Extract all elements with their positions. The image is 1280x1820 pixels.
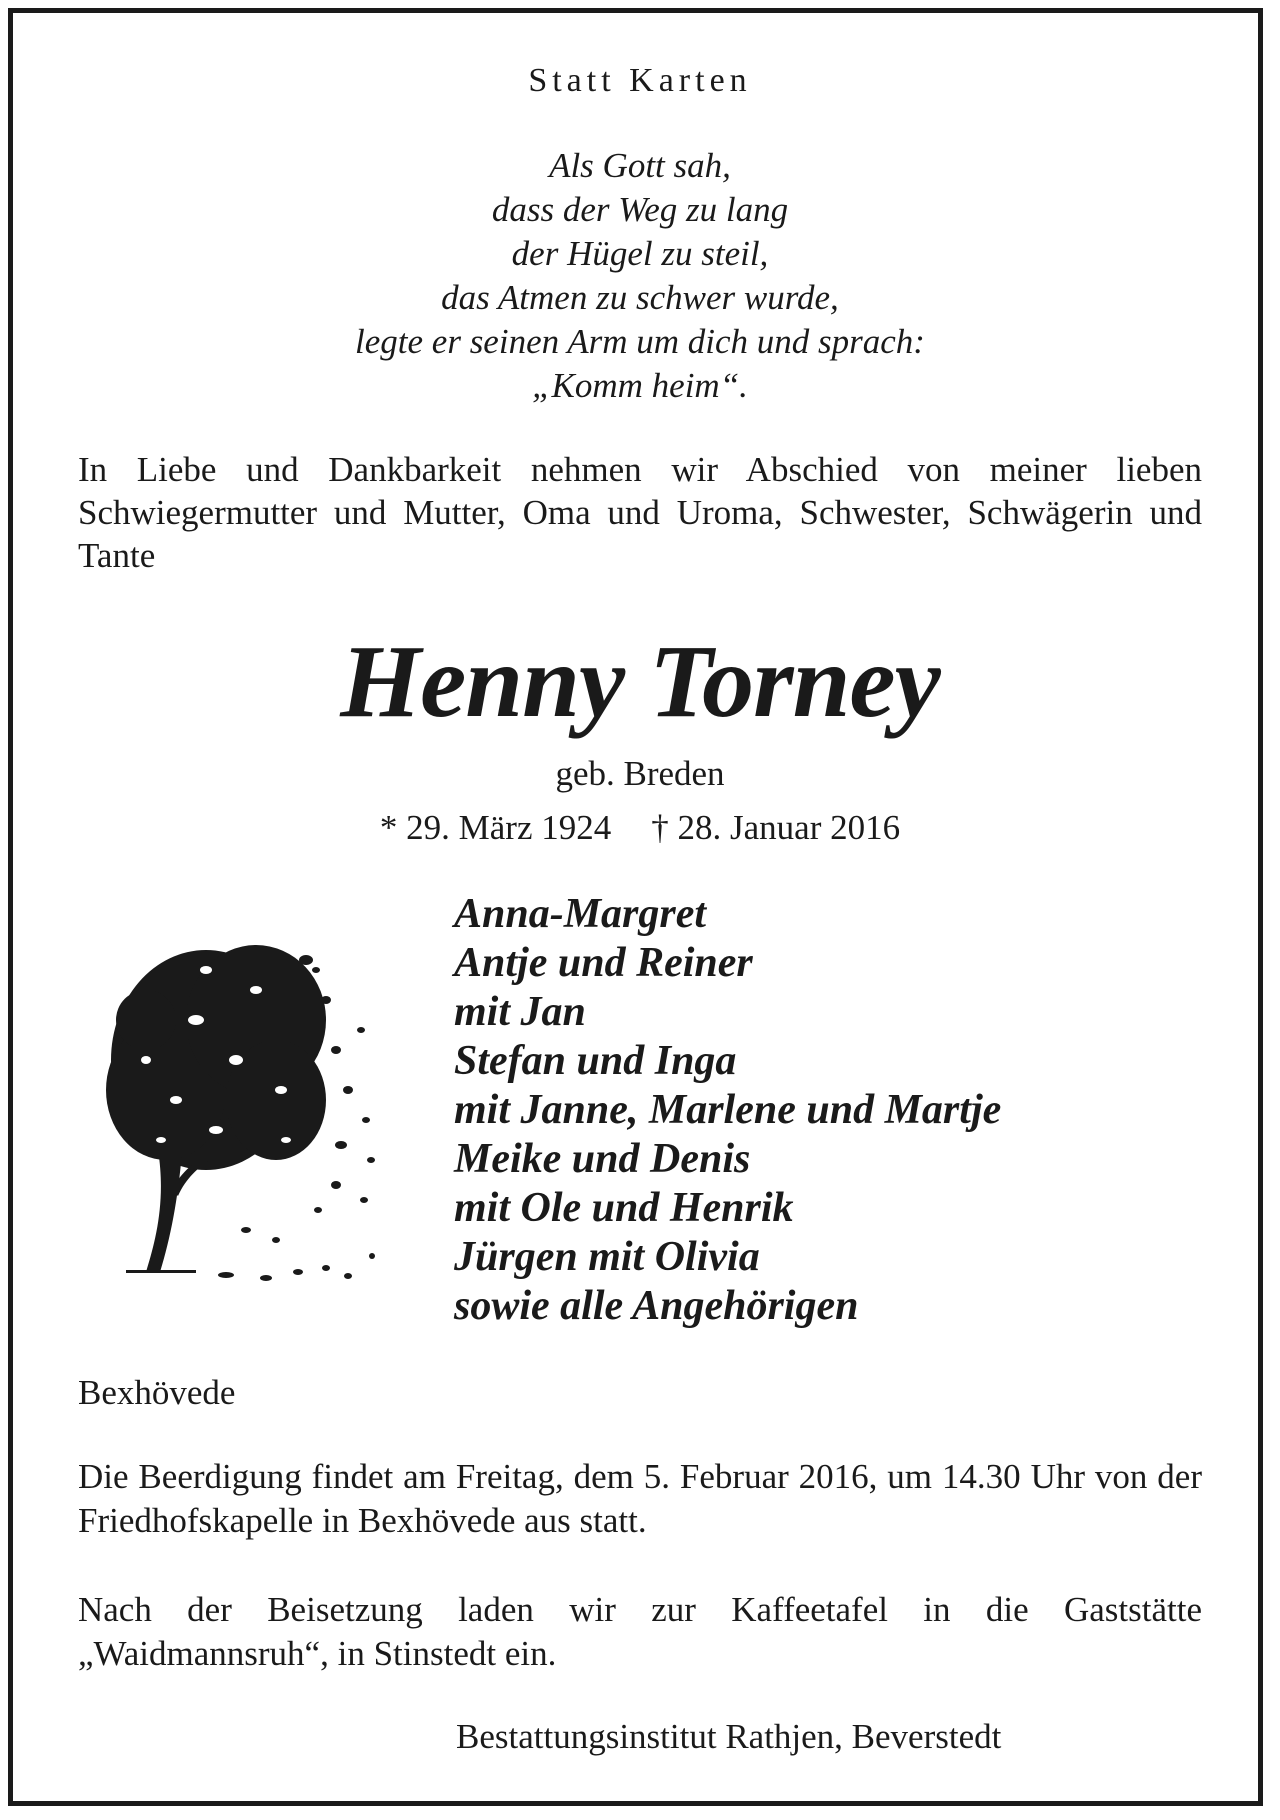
maiden-name: geb. Breden: [555, 754, 725, 793]
mourner-line: Jürgen mit Olivia: [454, 1234, 760, 1280]
mourners-list: [454, 890, 1001, 1331]
poem-line: Als Gott sah,: [549, 146, 731, 185]
mourner-line: Stefan und Inga: [454, 1038, 737, 1084]
death-date: † 28. Januar 2016: [651, 808, 901, 847]
mourner-line: Antje und Reiner: [454, 940, 753, 986]
statt-karten-heading: Statt Karten: [528, 62, 752, 99]
tree-icon: [86, 900, 386, 1300]
undertaker: Bestattungsinstitut Rathjen, Beverstedt: [456, 1717, 1002, 1756]
mourner-line: mit Ole und Henrik: [454, 1185, 794, 1231]
poem-line: das Atmen zu schwer wurde,: [441, 278, 839, 317]
poem-line: legte er seinen Arm um dich und sprach:: [355, 322, 925, 361]
poem-line: dass der Weg zu lang: [491, 190, 789, 229]
mourner-line: mit Janne, Marlene und Martje: [454, 1087, 1002, 1133]
deceased-name: Henny Torney: [340, 624, 940, 739]
poem-line: „Komm heim“.: [532, 366, 748, 405]
funeral-notice: Die Beerdigung findet am Freitag, dem 5. Februar 2016, um 14.30 Uhr von der Friedhofskapelle in Bexhövede aus statt.: [78, 1457, 1202, 1540]
place: Bexhövede: [78, 1373, 236, 1412]
mourner-line: Meike und Denis: [454, 1136, 751, 1182]
poem-line: der Hügel zu steil,: [511, 234, 769, 273]
mourner-line: mit Jan: [454, 989, 586, 1035]
mourner-line: sowie alle Angehörigen: [454, 1283, 859, 1329]
farewell-intro: In Liebe und Dankbarkeit nehmen wir Abschied von meiner lieben Schwiegermutter und Mutter, Oma und Uroma, Schwester, Schwägerin und Tante: [78, 450, 1202, 575]
birth-date: * 29. März 1924: [379, 808, 612, 847]
mourner-line: Anna-Margret: [454, 891, 707, 937]
poem: [0, 144, 1280, 408]
life-dates: [0, 808, 1280, 848]
coffee-notice: Nach der Beisetzung laden wir zur Kaffeetafel in die Gaststätte „Waidmannsruh“, in Stinstedt ein.: [78, 1590, 1202, 1673]
